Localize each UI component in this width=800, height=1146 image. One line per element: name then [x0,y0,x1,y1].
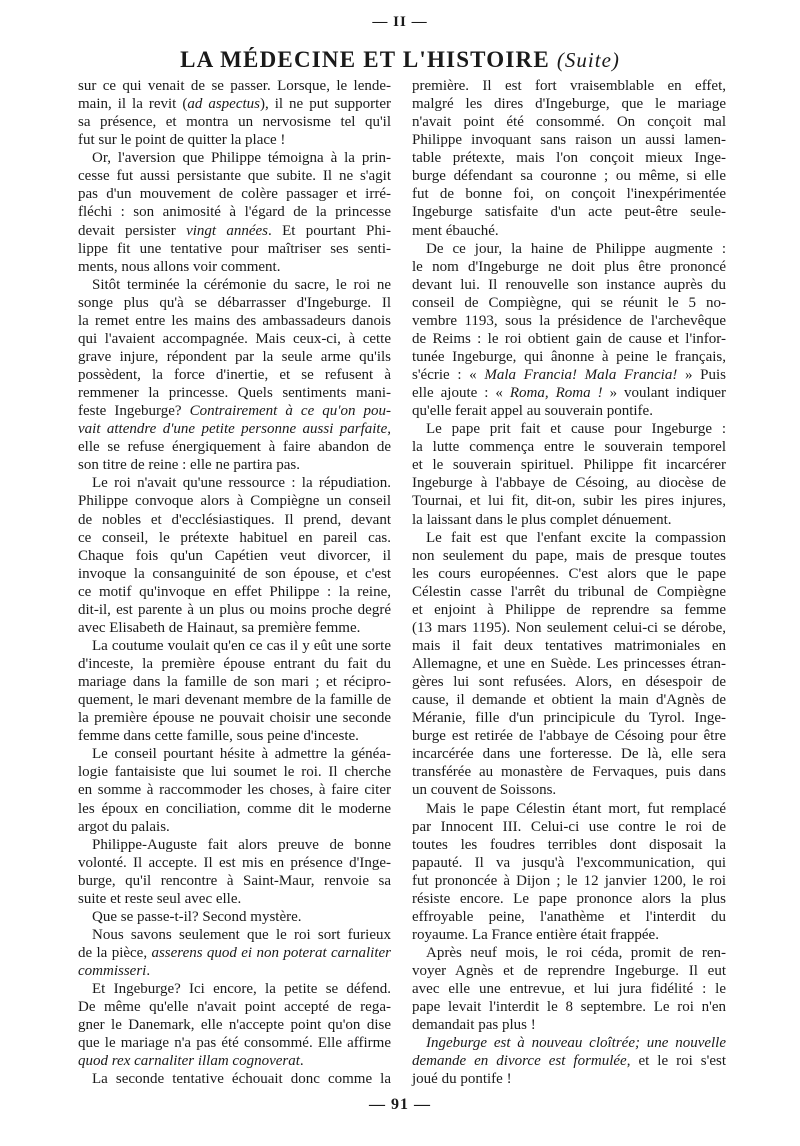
text-line [412,691,726,709]
text-line [412,908,726,926]
italic-text: vingt années [186,222,269,239]
paragraph [78,474,391,637]
text-run: table prétexte, mais l'on conçoit mieux Inge- [412,150,726,167]
text-line [412,655,726,673]
text-line [78,890,391,908]
text-run: suite et reste seul avec elle. [78,890,242,907]
text-run: voyer Agnès et de reprendre Ingeburge. Il eut [412,963,726,980]
text-run: non seulement du pape, mais de presque toutes [412,547,726,564]
italic-text: Roma, Roma ! [509,385,603,402]
text-run: son titre de reine : elle ne partira pas. [78,457,300,474]
left-column [78,77,391,1089]
text-run: de nobles et d'ecclésiastiques. Il prend, devant [78,511,391,528]
text-line [412,95,726,113]
paragraph [412,800,726,945]
text-run: sur ce qui venait de se passer. Lorsque, le lende- [78,78,391,94]
text-run: dit-il, est parente à un plus ou moins proche degré [78,601,391,618]
text-run: ), il ne put supporter [260,96,392,113]
paragraph [412,240,726,421]
text-run: devant lui. Il renouvelle son instance auprès du [412,276,726,293]
text-run: ce motif qu'invoque en effet Philippe : la reine, [78,583,391,600]
text-line [78,547,391,565]
text-line [78,276,391,294]
text-line [412,890,726,908]
text-line [412,203,726,221]
text-run: vembre 1193, sous la présidence de l'archevêque [412,312,726,329]
text-line [78,438,391,456]
italic-text: vait attendre d'une petite personne aussi parfaite [78,421,388,438]
text-line [412,800,726,818]
paragraph [412,77,726,240]
paragraph [412,1034,726,1088]
text-run: fléchi : son animosité à l'égard de la princesse [78,204,391,221]
paragraph [412,529,726,800]
page-number: — 91 — [369,1096,431,1113]
text-line [78,258,391,276]
text-run: n'avait point été consommé. On conçoit mal [412,114,726,131]
text-run: Le fait est que l'enfant excite la compassion [426,529,726,546]
text-line [412,456,726,474]
text-line [78,745,391,763]
text-line [412,1052,726,1070]
text-line [78,492,391,510]
text-line [78,818,391,836]
text-line [78,294,391,312]
text-run: De ce jour, la haine de Philippe augmente : [426,240,726,257]
text-run: invoque la consanguinité de son épouse, et c'est [78,565,391,582]
text-run: Célestin casse l'arrêt du tribunal de Compiègne [412,583,726,600]
text-run: logie fantaisiste que lui soumet le roi. Il cherche [78,764,391,781]
italic-text: commisseri [78,963,147,980]
text-line [412,547,726,565]
text-line [412,113,726,131]
text-line [412,240,726,258]
text-line [412,854,726,872]
text-line [78,222,391,240]
text-run: les cours européennes. C'est alors que le pape [412,565,726,582]
text-run: par Innocent III. Celui-ci use contre le roi de [412,818,726,835]
paragraph [78,926,391,980]
text-run: première. Il est fort vraisemblable en effet, [412,78,726,94]
italic-text: Contrairement à ce qu'on pou- [189,403,391,420]
text-run: la lutte commença entre le souverain temporel [412,439,726,456]
text-line [78,1052,391,1070]
text-line [412,492,726,510]
paragraph [78,637,391,745]
text-line [412,583,726,601]
text-run: . [299,1053,304,1070]
text-line [78,203,391,221]
text-line [412,601,726,619]
text-run: Or, l'aversion que Philippe témoigna à la prin- [92,150,391,167]
text-run: Nous savons seulement que le roi sort furieux [92,926,391,943]
text-run: gères lui sont refusées. Alors, en désespoir de [412,674,726,691]
text-line [78,583,391,601]
text-line [78,944,391,962]
text-run: s'écrie : « [412,367,485,383]
text-line [78,673,391,691]
text-run: . Et pourtant Phi- [268,222,392,239]
text-line [78,637,391,655]
text-run: Mais le pape Célestin étant mort, fut remplacé [426,800,726,817]
text-run: Le pape prit fait et cause pour Ingeburge : [426,421,726,438]
text-run: de Reims : le roi obtient gain de cause et l'infor- [412,330,726,347]
text-line [412,1034,726,1052]
text-line [412,781,726,799]
text-line [412,384,726,402]
text-run: De même qu'elle n'avait point accepté de rega- [78,999,391,1016]
text-run: main, il la revit ( [78,96,188,113]
text-line [412,872,726,890]
text-line [412,763,726,781]
text-run: qu'elle ferait appel au souverain pontife. [412,403,653,420]
text-run: malgré les dires d'Ingeburge, que le mariage [412,96,726,113]
text-run: pape levait l'interdit le 8 septembre. Le roi n'en [412,999,726,1016]
paragraph [78,980,391,1070]
text-run: et le souverain spirituel. Philippe fit incarcérer [412,457,726,474]
text-line [412,998,726,1016]
text-line [78,131,391,149]
italic-text: Ingeburge est à nouveau cloîtrée; une nouvelle [426,1035,726,1052]
text-line [412,836,726,854]
text-line [412,167,726,185]
text-run: volonté. Il accepte. Il est mis en présence d'Inge- [78,854,391,871]
text-line [412,818,726,836]
text-line [78,420,391,438]
text-line [78,962,391,980]
text-line [78,366,391,384]
text-line [412,366,726,384]
text-run: ce conseil, le prétexte habituel en pareil cas. [78,529,391,546]
text-run: Que se passe-t-il? Second mystère. [92,908,302,925]
text-line [412,330,726,348]
text-line [78,474,391,492]
paragraph [78,149,391,275]
text-run: avec elle une entrevue, et lui jura fidélité : le [412,981,726,998]
text-run: , [387,421,391,438]
text-run: de la pièce, [78,945,152,961]
text-run: mais il fait deux tentatives matrimoniales en [412,637,726,654]
text-line [78,95,391,113]
text-line [78,926,391,944]
text-run: remmener la princesse. Quels sentiments mani- [78,385,391,402]
text-line [78,511,391,529]
text-run: Tournai, et lui fit, dit-on, subir les pires injures, [412,493,726,510]
text-run: Sitôt terminée la cérémonie du sacre, le roi ne [92,276,391,293]
text-line [412,276,726,294]
text-run: avec Elisabeth de Hainaut, sa première femme. [78,619,361,636]
text-line [78,619,391,637]
text-run: effroyable peine, l'anathème et l'interdit du [412,908,726,925]
text-line [78,691,391,709]
title-main: LA MÉDECINE ET L'HISTOIRE [180,47,550,72]
text-line [78,565,391,583]
text-run: la laissant dans le plus complet dénuement. [412,511,672,528]
text-run: royaume. La France entière était frappée. [412,926,659,943]
text-run: La seconde tentative échouait donc comme la [92,1071,391,1088]
text-line [412,511,726,529]
paragraph [78,908,391,926]
text-run: et enjoint à Philippe de reprendre sa femme [412,601,726,618]
text-line [78,908,391,926]
text-run: un couvent de Soissons. [412,782,557,799]
right-column [412,77,726,1089]
running-head: — II — [372,14,428,30]
text-run: feste Ingeburge? [78,403,190,420]
text-run: Philippe invoquant sans raison un aussi lamen- [412,132,726,149]
text-run: Méranie, fille d'un principicule du Tyrol. Inge- [412,710,726,727]
text-line [412,727,726,745]
text-line [412,529,726,547]
text-run: Le roi n'avait qu'une ressource : la répudiation. [92,475,391,492]
text-line [412,77,726,95]
text-line [78,727,391,745]
text-run: d'inceste, la première épouse entrant du fait du [78,656,391,672]
text-line [78,167,391,185]
text-run: ment ébauché. [412,222,499,239]
text-line [78,240,391,258]
text-run: joué du pontife ! [412,1071,512,1088]
text-line [78,800,391,818]
text-line [78,529,391,547]
text-line [78,998,391,1016]
text-line [412,944,726,962]
text-run: cesse fut aussi persistante que subite. Il ne s'agit [78,168,391,185]
text-run: conseil de Compiègne, qui se réunit le 5 no- [412,294,726,311]
text-run: le nom d'Ingeburge ne doit plus être prononcé [412,258,726,275]
text-run: pas d'un mouvement de colère passager et irré- [78,186,391,203]
text-run: Allemagne, et une en Suède. Les princesses étran- [412,656,726,672]
text-run: la remet entre les mains des ambassadeurs danois [78,312,391,329]
text-run: songe plus qu'à se débarrasser d'Ingeburge. Il [78,294,391,311]
text-line [412,438,726,456]
text-line [412,1070,726,1088]
italic-text: demande en divorce est formulée [412,1053,627,1070]
text-run: possèdent, la force d'inertie, et se refusent à [78,367,391,383]
text-line [78,77,391,95]
text-line [412,637,726,655]
text-run: quement, le mari devenant membre de la famille de [78,692,391,709]
text-line [78,1016,391,1034]
text-run: Ingeburge satisfaite d'un acte peut-être seule- [412,204,726,221]
text-run: résiste encore. Le pape prononce alors la plus [412,890,726,907]
text-line [412,222,726,240]
text-line [412,980,726,998]
text-line [412,962,726,980]
text-run: mariage dans la famille de son mari ; et récipro- [78,674,391,691]
text-line [78,872,391,890]
text-run: Ingeburge à l'abbaye de Césoing, au diocèse de [412,475,726,492]
text-run: fut de bonne foi, on conçoit l'inexpérimentée [412,186,726,203]
text-line [412,258,726,276]
text-run: papauté. Il va jusqu'à l'excommunication, qui [412,854,726,871]
text-line [78,854,391,872]
text-run: transférée au monastère de Fervaques, puis dans [412,764,726,781]
text-run: » Puis [677,367,726,383]
text-line [78,1034,391,1052]
italic-text: asserens quod ei non poterat carnaliter [151,945,391,961]
text-line [412,149,726,167]
paragraph [412,944,726,1034]
italic-text: quod rex carnaliter illam cognoverat [78,1053,300,1070]
text-run: burge, qu'il rencontre à Saint-Maur, renvoie sa [78,872,391,889]
text-line [78,836,391,854]
text-run: Philippe convoque alors à Compiègne un conseil [78,493,391,510]
text-run: elle ajoute : « [412,385,510,402]
text-line [412,474,726,492]
text-run: gner le Danemark, elle n'accepte point qu'on dise [78,1017,391,1034]
text-run: (13 mars 1195). Non seulement celui-ci se dérobe, [412,619,726,636]
text-run: fut prononcée à Dijon ; le 12 janvier 1200, le roi [412,872,726,889]
text-run: toutes les foudres terribles dont disposait la [412,836,726,853]
text-line [78,763,391,781]
text-run: argot du palais. [78,818,170,835]
text-run: qui l'avaient accompagnée. Mais ceux-ci, à cette [78,330,391,347]
paragraph [78,745,391,835]
text-run: burge est retirée de l'abbaye de Césoing pour être [412,728,726,745]
paragraph [78,836,391,908]
text-run: » voulant indiquer [602,385,727,402]
text-line [78,456,391,474]
text-run: incarcérée dans une forteresse. De là, elle sera [412,746,726,763]
text-line [412,185,726,203]
text-line [78,348,391,366]
italic-text: Mala Francia! Mala Francia! [484,367,678,383]
article-title [0,45,800,78]
text-run: , et le roi s'est [626,1053,726,1070]
text-line [78,402,391,420]
text-run: demandait pas plus ! [412,1017,536,1034]
text-line [412,926,726,944]
text-run: ments, nous allons voir comment. [78,258,281,275]
text-run: cause, il demande et obtient la main d'Agnès de [412,692,726,709]
text-run: Chaque fois qu'un Capétien veut divorcer, il [78,547,391,564]
text-run: femme dans cette famille, sous peine d'inceste. [78,728,359,745]
paragraph [78,276,391,475]
text-run: en somme à raccommoder les choses, à faire citer [78,782,391,799]
text-line [78,709,391,727]
text-run: tunée Ingeburge, qui ânonne à peine le français, [412,348,726,365]
paragraph [412,420,726,528]
text-run: Après neuf mois, le roi céda, promit de ren- [426,945,726,961]
text-run: Philippe-Auguste fait alors preuve de bonne [92,836,391,853]
text-run: Le conseil pourtant hésite à admettre la généa- [92,746,391,763]
paragraph [78,1070,391,1088]
text-run: Et Ingeburge? Ici encore, la petite se défend. [92,981,391,998]
text-run: . [146,963,151,980]
text-line [78,113,391,131]
text-line [78,185,391,203]
text-run: lippe fit une tentative pour maîtriser ses senti- [78,240,391,257]
paragraph [78,77,391,149]
italic-text: ad aspectus [187,96,260,113]
text-line [412,565,726,583]
text-line [412,348,726,366]
text-line [412,1016,726,1034]
text-run: elle se refuse énergiquement à faire abandon de [78,439,391,456]
text-line [412,619,726,637]
text-line [412,673,726,691]
text-line [412,312,726,330]
text-run: la première épouse ne pouvait choisir une seconde [78,710,391,727]
text-line [412,294,726,312]
text-run: La coutume voulait qu'en ce cas il y eût une sorte [92,637,391,654]
text-line [78,601,391,619]
text-line [78,312,391,330]
text-run: devait persister [78,222,187,239]
text-line [412,709,726,727]
text-run: burge défendant sa couronne ; ou même, si elle [412,168,726,185]
text-line [78,980,391,998]
text-line [412,420,726,438]
text-run: sa présence, et montra un nervosisme tel qu'il [78,114,391,131]
text-line [78,330,391,348]
text-line [78,384,391,402]
text-line [78,655,391,673]
text-run: fut sur le point de quitter la place ! [78,132,286,149]
text-run: que le mariage n'a pas été consommé. Elle affirme [78,1035,391,1052]
title-suite: (Suite) [556,48,620,72]
text-line [412,402,726,420]
text-run: grave injure, répondent par la seule arme qu'ils [78,348,391,365]
text-run: les époux en conciliation, comme dit le moderne [78,800,391,817]
text-line [412,131,726,149]
text-line [78,1070,391,1088]
text-line [78,149,391,167]
text-line [78,781,391,799]
text-line [412,745,726,763]
